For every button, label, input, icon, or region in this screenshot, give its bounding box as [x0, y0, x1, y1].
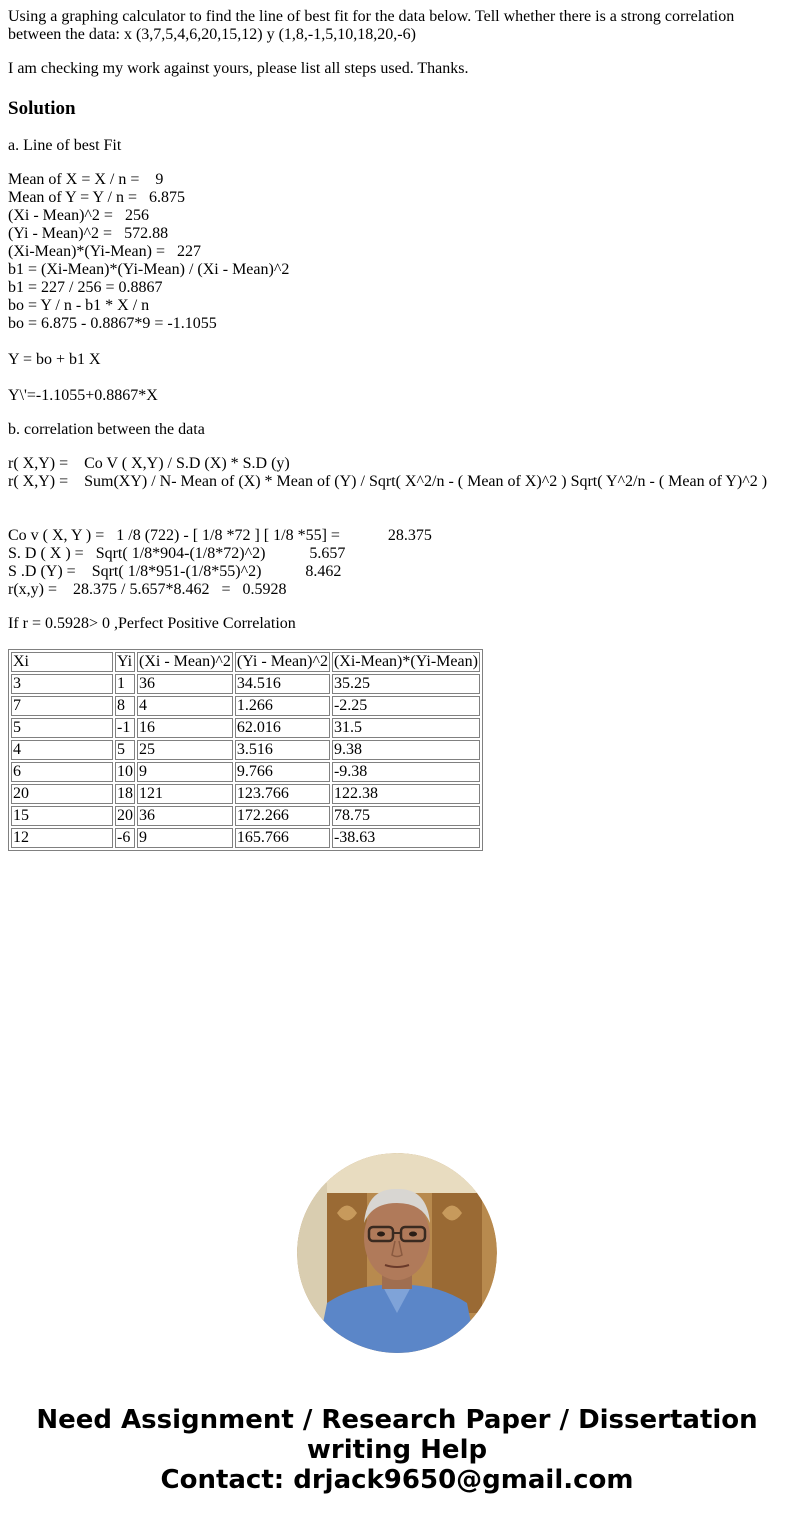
author-avatar [297, 1153, 497, 1353]
calc-line: S .D (Y) = Sqrt( 1/8*951-(1/8*55)^2) 8.462 [8, 563, 342, 580]
step-line: bo = Y / n - b1 * X / n [8, 297, 150, 314]
cell-xi-dev-sq: 25 [137, 740, 233, 760]
cell-xi-dev-sq: 36 [137, 674, 233, 694]
cell-yi: 1 [115, 674, 135, 694]
question-note: I am checking my work against yours, please list all steps used. Thanks. [8, 60, 469, 77]
step-line: Mean of X = X / n = 9 [8, 171, 164, 188]
header-xi: Xi [11, 652, 113, 672]
cell-cross-product: 78.75 [332, 806, 480, 826]
cell-yi: -6 [115, 828, 135, 848]
table-row [11, 740, 480, 760]
step-line: (Yi - Mean)^2 = 572.88 [8, 225, 169, 242]
formula-line: r( X,Y) = Co V ( X,Y) / S.D (X) * S.D (y) [8, 455, 290, 472]
cell-yi-dev-sq: 165.766 [235, 828, 330, 848]
cell-yi: 20 [117, 807, 133, 824]
question-line-2: between the data: x (3,7,5,4,6,20,15,12) y (1,8,-1,5,10,18,20,-6) [8, 26, 416, 43]
cell-yi-dev-sq: 34.516 [235, 674, 330, 694]
cell-cross-product: -38.63 [332, 828, 480, 848]
cell-xi-dev-sq: 36 [137, 806, 233, 826]
cell-xi-dev-sq: 9 [137, 762, 233, 782]
header-xi-dev-sq: (Xi - Mean)^2 [139, 653, 231, 670]
cell-cross-product: -9.38 [332, 762, 480, 782]
step-line: bo = 6.875 - 0.8867*9 = -1.1055 [8, 315, 217, 332]
cell-xi-dev-sq: 121 [137, 784, 233, 804]
cell-xi: 7 [11, 696, 113, 716]
calc-line: Co v ( X, Y ) = 1 /8 (722) - [ 1/8 *72 ] [ 1/8 *55] = 28.375 [8, 527, 432, 544]
cell-xi: 3 [11, 674, 113, 694]
question-text [8, 8, 786, 44]
document-body [8, 8, 786, 851]
cell-cross-product: 9.38 [332, 740, 480, 760]
cell-yi: 10 [117, 763, 133, 780]
cell-xi: 5 [11, 718, 113, 738]
cell-xi: 6 [11, 762, 113, 782]
table-row [11, 762, 480, 782]
step-line: b1 = 227 / 256 = 0.8867 [8, 279, 163, 296]
table-row [11, 674, 480, 694]
cell-cross-product: 31.5 [332, 718, 480, 738]
cell-yi-dev-sq: 3.516 [235, 740, 330, 760]
cell-xi-dev-sq: 16 [137, 718, 233, 738]
cell-yi: 8 [115, 696, 135, 716]
cell-yi-dev-sq: 9.766 [235, 762, 330, 782]
calc-line: r(x,y) = 28.375 / 5.657*8.462 = 0.5928 [8, 581, 287, 598]
banner-line-1: Need Assignment / Research Paper / Dissertation [36, 1405, 758, 1435]
banner-line-2: writing Help [306, 1435, 488, 1465]
step-line: b1 = (Xi-Mean)*(Yi-Mean) / (Xi - Mean)^2 [8, 261, 290, 278]
author-portrait [297, 1153, 497, 1353]
cell-yi: 18 [117, 785, 133, 802]
calc-line: S. D ( X ) = Sqrt( 1/8*904-(1/8*72)^2) 5.657 [8, 545, 346, 562]
cell-xi-dev-sq: 9 [137, 828, 233, 848]
equation-general: Y = bo + b1 X [8, 351, 101, 368]
table-row [11, 828, 480, 848]
cell-cross-product: -2.25 [332, 696, 480, 716]
step-line: Mean of Y = Y / n = 6.875 [8, 189, 185, 206]
table-row [11, 718, 480, 738]
part-a-steps [8, 171, 786, 405]
equation-fitted: Y\'=-1.1055+0.8867*X [8, 387, 158, 404]
part-a-title: a. Line of best Fit [8, 137, 122, 154]
cell-xi-dev-sq: 4 [137, 696, 233, 716]
cell-yi-dev-sq: 123.766 [235, 784, 330, 804]
part-b-title: b. correlation between the data [8, 421, 205, 438]
cell-yi-dev-sq: 1.266 [235, 696, 330, 716]
deviation-table [8, 649, 483, 851]
contact-banner [0, 1405, 794, 1495]
header-yi-dev-sq: (Yi - Mean)^2 [236, 653, 328, 670]
part-b-formulas [8, 455, 786, 599]
conclusion: If r = 0.5928> 0 ,Perfect Positive Correlation [8, 615, 296, 632]
formula-line: r( X,Y) = Sum(XY) / N- Mean of (X) * Mean of (Y) / Sqrt( X^2/n - ( Mean of X)^2 ) Sqrt( Y^2/n - ( Mean of Y)^2 ) [8, 473, 768, 490]
step-line: (Xi-Mean)*(Yi-Mean) = 227 [8, 243, 201, 260]
header-cross-product: (Xi-Mean)*(Yi-Mean) [333, 653, 478, 670]
step-line: (Xi - Mean)^2 = 256 [8, 207, 149, 224]
header-yi: Yi [115, 652, 135, 672]
table-header-row [11, 652, 480, 672]
solution-heading: Solution [8, 98, 76, 119]
cell-xi: 15 [11, 806, 113, 826]
cell-xi: 12 [11, 828, 113, 848]
cell-cross-product: 35.25 [332, 674, 480, 694]
cell-yi-dev-sq: 172.266 [235, 806, 330, 826]
table-row [11, 806, 480, 826]
table-row [11, 784, 480, 804]
table-row [11, 696, 480, 716]
cell-yi-dev-sq: 62.016 [235, 718, 330, 738]
cell-xi: 4 [11, 740, 113, 760]
cell-cross-product: 122.38 [332, 784, 480, 804]
question-line-1: Using a graphing calculator to find the line of best fit for the data below. Tell whether there is a strong correlation [8, 8, 735, 25]
banner-contact: Contact: drjack9650@gmail.com [160, 1465, 634, 1495]
cell-yi: -1 [115, 718, 135, 738]
cell-yi: 5 [115, 740, 135, 760]
cell-xi: 20 [11, 784, 113, 804]
